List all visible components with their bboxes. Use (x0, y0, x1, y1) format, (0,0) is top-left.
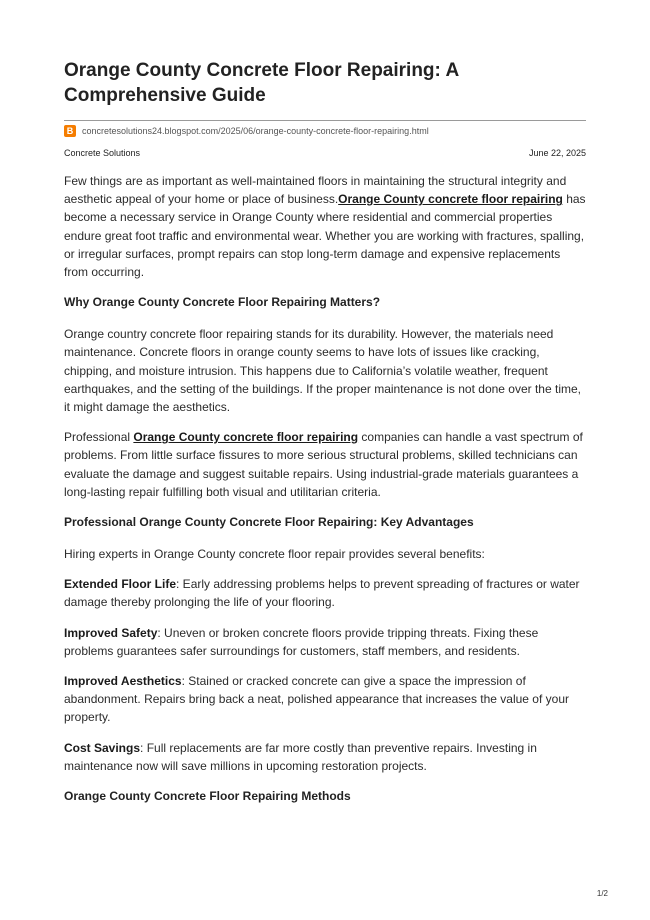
benefit-label: Extended Floor Life (64, 577, 177, 592)
source-url-row (64, 120, 586, 137)
pro-link[interactable]: Orange County concrete floor repairing (133, 430, 359, 445)
benefit-text: : Early addressing problems helps to prevent spreading of fractures or water damage thereby prolonging the life of your flooring. (64, 577, 580, 610)
page-title: Orange County Concrete Floor Repairing: A Comprehensive Guide (64, 60, 459, 106)
benefit-label: Improved Safety (64, 625, 158, 640)
blogger-icon (64, 125, 76, 137)
benefit-label: Cost Savings (64, 740, 141, 755)
intro-text-after: has become a necessary service in Orange County where residential and commercial properties endure great foot traffic and environmental wear. Whether you are working with fractures, spalling, or irregular surfaces, prompt repairs can stop long-term damage and expensive replacements from occurring. (64, 192, 586, 280)
heading-why: Why Orange County Concrete Floor Repairing Matters? (64, 295, 381, 310)
benefit-item (64, 575, 586, 611)
why-paragraph: Orange country concrete floor repairing stands for its durability. However, the materials need maintenance. Concrete floors in orange county seems to have lots of issues like cracking, chipping, and moisture intrusion. This happens due to California’s volatile weather, frequent earthquakes, and the setting of the buildings. If the proper maintenance is not done over the time, it might damage the aesthetics. (64, 327, 581, 415)
page-number: 1/2 (596, 889, 608, 898)
heading-advantages: Professional Orange County Concrete Floor Repairing: Key Advantages (64, 515, 474, 530)
benefit-item (64, 739, 586, 775)
professional-paragraph (64, 428, 586, 501)
intro-text-before: Few things are as important as well-maintained floors in maintaining the structural integrity and aesthetic appeal of your home or place of business. (64, 174, 567, 207)
meta-row (64, 148, 586, 158)
intro-link[interactable]: Orange County concrete floor repairing (338, 192, 563, 207)
benefit-text: : Stained or cracked concrete can give a space the impression of abandonment. Repairs bring back a neat, polished appearance that increases the value of your property. (64, 674, 569, 725)
author-name: Concrete Solutions (64, 148, 141, 158)
pro-text-after: companies can handle a vast spectrum of problems. From little surface fissures to more serious structural problems, skilled technicians can evaluate the damage and suggest suitable repairs. Using industrial-grade materials guarantees a long-lasting repair fulfilling both visual and utilitarian criteria. (64, 430, 583, 499)
benefit-text: : Full replacements are far more costly than preventive repairs. Investing in maintenance now will save millions in upcoming restoration projects. (64, 740, 537, 773)
heading-methods: Orange County Concrete Floor Repairing Methods (64, 789, 351, 804)
benefit-label: Improved Aesthetics (64, 674, 182, 689)
benefit-item (64, 672, 586, 727)
benefit-text: : Uneven or broken concrete floors provide tripping threats. Fixing these problems guarantees safer surroundings for customers, staff members, and residents. (64, 625, 539, 658)
article-page (64, 58, 586, 819)
blogger-icon-letter: B (66, 126, 74, 136)
article-body (64, 172, 586, 805)
publish-date: June 22, 2025 (528, 148, 586, 158)
source-url[interactable]: concretesolutions24.blogspot.com/2025/06/orange-county-concrete-floor-repairing.html (82, 126, 429, 136)
hiring-paragraph: Hiring experts in Orange County concrete floor repair provides several benefits: (64, 547, 485, 562)
benefit-item (64, 624, 586, 660)
intro-paragraph (64, 172, 586, 281)
pro-text-before: Professional (64, 430, 134, 445)
